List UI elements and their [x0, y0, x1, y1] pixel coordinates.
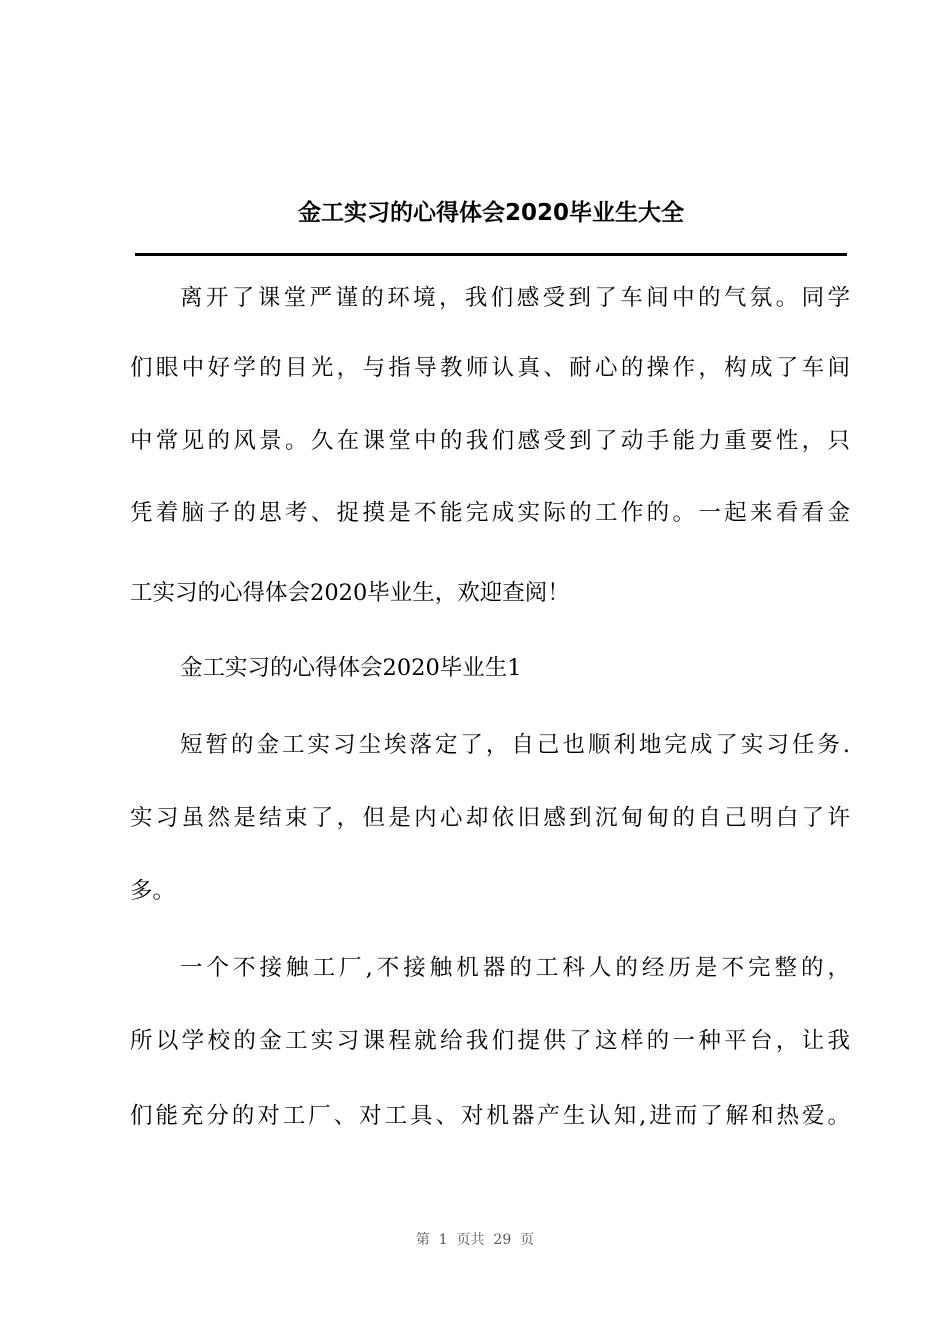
body-line: 们眼中好学的目光，与指导教师认真、耐心的操作，构成了车间 — [130, 355, 850, 381]
body-line: 一个不接触工厂,不接触机器的工科人的经历是不完整的， — [180, 955, 850, 981]
body-line: 实习虽然是结束了，但是内心却依旧感到沉甸甸的自己明白了许 — [130, 805, 850, 831]
body-line: 所以学校的金工实习课程就给我们提供了这样的一种平台，让我 — [130, 1028, 850, 1054]
document-title: 金工实习的心得体会2020毕业生大全 — [297, 200, 684, 226]
body-line: 多。 — [130, 878, 176, 904]
body-line: 短暂的金工实习尘埃落定了，自己也顺利地完成了实习任务. — [180, 732, 850, 758]
body-line: 们能充分的对工厂、对工具、对机器产生认知,进而了解和热爱。 — [130, 1103, 850, 1129]
section-heading: 金工实习的心得体会2020毕业生1 — [180, 655, 522, 681]
body-line: 工实习的心得体会2020毕业生，欢迎查阅！ — [130, 580, 570, 606]
title-divider — [135, 253, 847, 256]
page-footer: 第 1 页共 29 页 — [415, 1232, 535, 1248]
body-line: 中常见的风景。久在课堂中的我们感受到了动手能力重要性，只 — [130, 428, 850, 454]
body-line: 离开了课堂严谨的环境，我们感受到了车间中的气氛。同学 — [180, 285, 850, 311]
body-line: 凭着脑子的思考、捉摸是不能完成实际的工作的。一起来看看金 — [130, 500, 850, 526]
